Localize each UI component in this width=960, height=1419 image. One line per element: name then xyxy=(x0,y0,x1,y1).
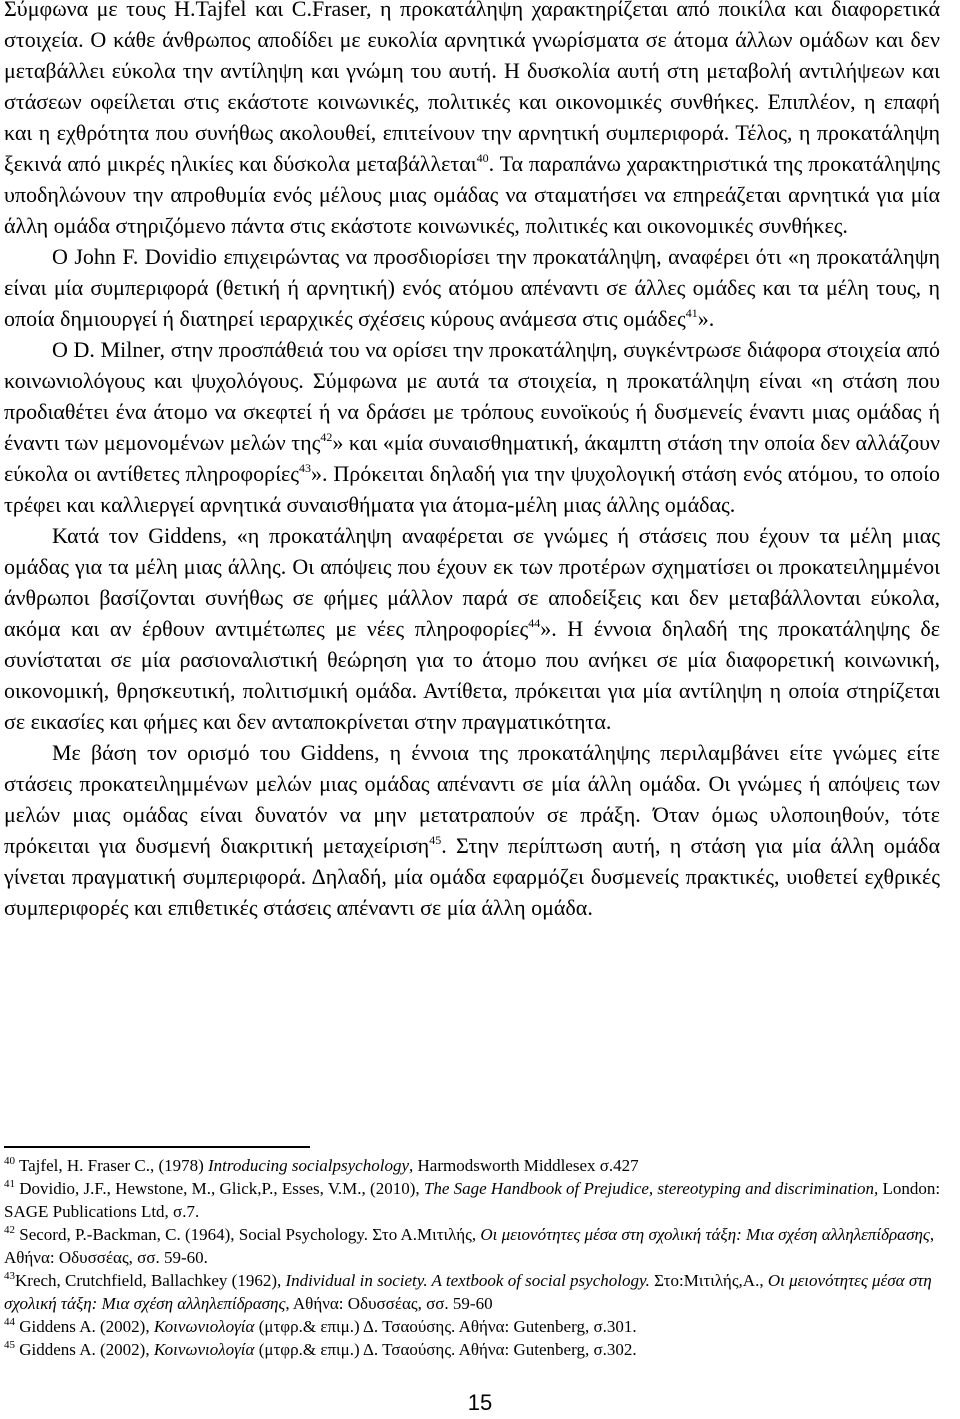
footnotes xyxy=(4,1154,954,1361)
footnote-ref-40: 40 xyxy=(476,151,489,165)
footnote-40: $^{40}$ Tajfel, H. Fraser C., (1978) Introducing socialpsychology, Harmodsworth Middlesex σ.427 xyxy=(4,1155,639,1175)
paragraph-dovidio: Ο John F. Dovidio επιχειρώντας να προσδιορίσει την προκατάληψη, αναφέρει ότι «η προκατάληψη είναι μία συμπεριφορά (θετική ή αρνητική) ενός ατόμου απέναντι σε άλλες ομάδες και τα μέλη τους, η οποία δημιουργεί ή διατηρεί ιεραρχικές σχέσεις κύρους ανάμεσα στις ομάδες$^{41}$». xyxy=(4,244,940,331)
footnote-44: $^{44}$ Giddens A. (2002), Κοινωνιολογία (μτφρ.& επιμ.) Δ. Τσαούσης. Αθήνα: Gutenberg, σ.301. xyxy=(4,1316,637,1336)
page-number: 15 xyxy=(467,1390,493,1415)
paragraph-tajfel-fraser: Σύμφωνα με τους H.Tajfel και C.Fraser, η προκατάληψη χαρακτηρίζεται από ποικίλα και διαφορετικά στοιχεία. Ο κάθε άνθρωπος αποδίδει με ευκολία αρνητικά γνωρίσματα σε άτομα άλλων ομάδων και δεν μεταβάλλει εύκολα την αντίληψη και γνώμη του αυτή. Η δυσκολία αυτή στη μεταβολή αντιλήψεων και στάσεων οφείλεται στις εκάστοτε κοινωνικές, πολιτικές και οικονομικές συνθήκες. Επιπλέον, η επαφή και η εχθρότητα που συνήθως ακολουθεί, επιτείνουν την αρνητική συμπεριφορά. Τέλος, η προκατάληψη ξεκινά από μικρές ηλικίες και δύσκολα μεταβάλλεται$^{40}$. Τα παραπάνω χαρακτηριστικά της προκατάληψης υποδηλώνουν την απροθυμία ενός μέλους μιας ομάδας να σταματήσει να επηρεάζεται αρνητικά για μία άλλη ομάδα στηριζόμενο πάντα στις εκάστοτε κοινωνικές, πολιτικές και οικονομικές συνθήκες. xyxy=(4,0,940,238)
footnote-ref-42: 42 xyxy=(320,430,333,444)
footnote-41: $^{41}$ Dovidio, J.F., Hewstone, M., Glick,P., Esses, V.M., (2010), The Sage Handbook of Prejudice, stereotyping and discrimination, London: SAGE Publications Ltd, σ.7. xyxy=(4,1178,941,1221)
paragraph-giddens-analysis: Με βάση τον ορισμό του Giddens, η έννοια της προκατάληψης περιλαμβάνει είτε γνώμες είτε στάσεις προκατειλημμένων μελών μιας ομάδας απέναντι σε μία άλλη ομάδα. Οι γνώμες ή απόψεις των μελών μιας ομάδας είναι δυνατόν να μην μετατραπούν σε πράξη. Όταν όμως υλοποιηθούν, τότε πρόκειται για δυσμενή διακριτική μεταχείριση$^{45}$. Στην περίπτωση αυτή, η στάση για μία άλλη ομάδα γίνεται πραγματική συμπεριφορά. Δηλαδή, μία ομάδα εφαρμόζει δυσμενείς πρακτικές, υιοθετεί εχθρικές συμπεριφορές και επιθετικές στάσεις απέναντι σε μία άλλη ομάδα. xyxy=(4,740,940,920)
footnote-43: $^{43}$Krech, Crutchfield, Ballachkey (1962), Individual in society. A textbook of social psychology. Στο:Μιτιλής,Α., Οι μειονότητες μέσα στη σχολική τάξη: Μια σχέση αλληλεπίδρασης, Αθήνα: Οδυσσέας, σσ. 59-60 xyxy=(4,1270,932,1313)
footnote-42: $^{42}$ Secord, P.-Backman, C. (1964), Social Psychology. Στο Α.Μιτιλής, Οι μειονότητες μέσα στη σχολική τάξη: Μια σχέση αλληλεπίδρασης, Αθήνα: Οδυσσέας, σσ. 59-60. xyxy=(4,1224,935,1267)
footnote-45: $^{45}$ Giddens A. (2002), Κοινωνιολογία (μτφρ.& επιμ.) Δ. Τσαούσης. Αθήνα: Gutenberg, σ.302. xyxy=(4,1339,637,1359)
footnote-separator xyxy=(4,1146,310,1148)
footnote-ref-43: 43 xyxy=(298,461,311,475)
paragraph-milner: Ο D. Milner, στην προσπάθειά του να ορίσει την προκατάληψη, συγκέντρωσε διάφορα στοιχεία από κοινωνιολόγους και ψυχολόγους. Σύμφωνα με αυτά τα στοιχεία, η προκατάληψη είναι «η στάση που προδιαθέτει ένα άτομο να σκεφτεί ή να δράσει με τρόπους ευνοϊκούς ή δυσμενείς έναντι μιας ομάδας ή έναντι των μεμονομένων μελών της$^{42}$» και «μία συναισθηματική, άκαμπτη στάση την οποία δεν αλλάζουν εύκολα οι αντίθετες πληροφορίες$^{43}$». Πρόκειται δηλαδή για την ψυχολογική στάση ενός ατόμου, το οποίο τρέφει και καλλιεργεί αρνητικά συναισθήματα για άτομα-μέλη μιας άλλης ομάδας. xyxy=(4,337,941,517)
footnote-ref-41: 41 xyxy=(685,306,698,320)
footnote-ref-45: 45 xyxy=(429,833,442,847)
footnote-ref-44: 44 xyxy=(528,616,541,630)
paragraph-giddens-definition: Κατά τον Giddens, «η προκατάληψη αναφέρεται σε γνώμες ή στάσεις που έχουν τα μέλη μιας ομάδας για τα μέλη μιας άλλης. Οι απόψεις που έχουν εκ των προτέρων σχηματίσει οι προκατειλημμένοι άνθρωποι βασίζονται συνήθως σε φήμες μάλλον παρά σε αποδείξεις και δεν μεταβάλλονται εύκολα, ακόμα και αν έρθουν αντιμέτωπες με νέες πληροφορίες$^{44}$». Η έννοια δηλαδή της προκατάληψης δε συνίσταται σε μία ρασιοναλιστική θεώρηση για το άτομο που ανήκει σε μία διαφορετική κοινωνική, οικονομική, θρησκευτική, πολιτισμική ομάδα. Αντίθετα, πρόκειται για μία αντίληψη η οποία στηρίζεται σε εικασίες και φήμες και δεν ανταποκρίνεται στην πραγματικότητα. xyxy=(4,523,940,734)
body-text xyxy=(4,0,940,923)
